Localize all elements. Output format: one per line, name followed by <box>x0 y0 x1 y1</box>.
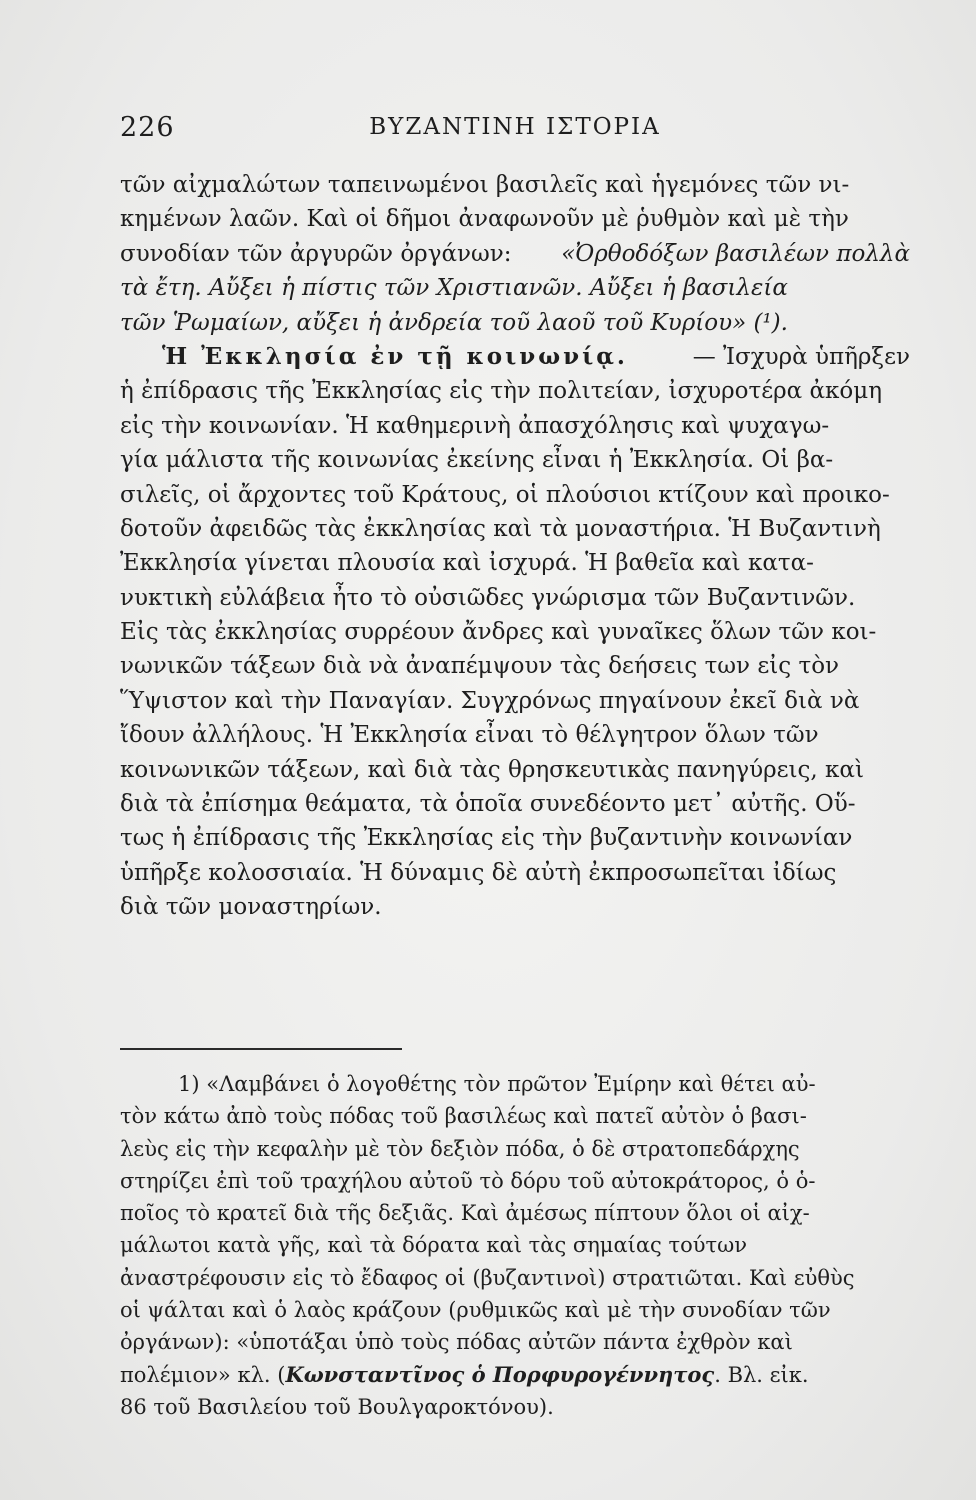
footnote-text: 1) «Λαμβάνει ὁ λογοθέτης τὸν πρῶτον Ἐμίρην καὶ θέτει αὐ- <box>178 1072 816 1096</box>
line-text: ὑπῆρξε κολοσσιαία. Ἡ δύναμις δὲ αὐτὴ ἐκπροσωπεῖται ἰδίως <box>120 859 837 886</box>
text-line <box>120 821 910 855</box>
section-heading: Ἡ Ἐκκλησία ἐν τῇ κοινωνίᾳ. <box>162 342 628 370</box>
text-line <box>120 409 910 443</box>
acclamation-quote: τὰ ἔτη. Αὔξει ἡ πίστις τῶν Χριστιανῶν. Αὔξει ἡ βασιλεία <box>120 275 788 302</box>
footnote-line <box>120 1100 910 1132</box>
text-line <box>120 340 910 374</box>
text-line <box>120 306 910 340</box>
line-text: εἰς τὴν κοινωνίαν. Ἡ καθημερινὴ ἀπασχόλησις καὶ ψυχαγω- <box>120 412 830 439</box>
line-text: τῶν αἰχμαλώτων ταπεινωμένοι βασιλεῖς καὶ ἡγεμόνες τῶν νι- <box>120 172 850 198</box>
line-text: διὰ τῶν μοναστηρίων. <box>120 894 382 921</box>
acclamation-quote: «Ὀρθοδόξων βασιλέων πολλὰ <box>561 240 910 267</box>
text-line <box>120 271 910 305</box>
running-title: ΒΥΖΑΝΤΙΝΗ ΙΣΤΟΡΙΑ <box>369 114 661 140</box>
footnote-text: ὀργάνων): «ὑποτάξαι ὑπὸ τοὺς πόδας αὐτῶν πάντα ἐχθρὸν καὶ <box>120 1330 793 1355</box>
footnote-text: λεὺς εἰς τὴν κεφαλὴν μὲ τὸν δεξιὸν πόδα, ὁ δὲ στρατοπεδάρχης <box>120 1136 800 1161</box>
line-text: τως ἡ ἐπίδρασις τῆς Ἐκκλησίας εἰς τὴν βυζαντινὴν κοινωνίαν <box>120 825 853 852</box>
footnote-line <box>120 1326 910 1358</box>
line-text: Ἐκκλησία γίνεται πλουσία καὶ ἰσχυρά. Ἡ βαθεῖα καὶ κατα- <box>120 550 814 577</box>
line-text: νωνικῶν τάξεων διὰ νὰ ἀναπέμψουν τὰς δεήσεις των εἰς τὸν <box>120 653 840 680</box>
footnote-text: οἱ ψάλται καὶ ὁ λαὸς κράζουν (ρυθμικῶς καὶ μὲ τὴν συνοδίαν τῶν <box>120 1298 831 1323</box>
line-text: διὰ τὰ ἐπίσημα θεάματα, τὰ ὁποῖα συνεδέοντο μετ᾽ αὐτῆς. Οὕ- <box>120 791 856 818</box>
text-line <box>120 753 910 787</box>
footnote-line <box>120 1133 910 1165</box>
text-line <box>120 237 910 271</box>
line-text: — Ἰσχυρὰ ὑπῆρξεν <box>692 343 910 370</box>
footnote-line <box>120 1391 910 1423</box>
footnote-text <box>120 1359 809 1391</box>
footnote-text: ἀναστρέφουσιν εἰς τὸ ἔδαφος οἱ (βυζαντινοὶ) στρατιῶται. Καὶ εὐθὺς <box>120 1265 855 1290</box>
text-line <box>120 202 910 236</box>
footnote-line <box>120 1229 910 1261</box>
acclamation-quote: τῶν Ῥωμαίων, αὔξει ἡ ἀνδρεία τοῦ λαοῦ τοῦ Κυρίου» (¹). <box>120 309 788 336</box>
footnote-text-part: . Βλ. εἰκ. <box>714 1362 809 1387</box>
footnote-line <box>120 1294 910 1326</box>
footnote-line <box>120 1068 910 1100</box>
author-name: Κωνσταντῖνος ὁ Πορφυρογέννητος <box>285 1361 715 1387</box>
text-line <box>120 443 910 477</box>
line-text: νυκτικὴ εὐλάβεια ἦτο τὸ οὐσιῶδες γνώρισμα τῶν Βυζαντινῶν. <box>120 584 856 611</box>
footnote <box>120 1068 910 1423</box>
text-line <box>120 787 910 821</box>
text-line <box>120 546 910 580</box>
footnote-text-part: πολέμιον» κλ. ( <box>120 1362 286 1387</box>
page-number: 226 <box>120 112 175 143</box>
page-header <box>120 112 910 152</box>
text-line <box>120 649 910 683</box>
line-text: ἴδουν ἀλλήλους. Ἡ Ἐκκλησία εἶναι τὸ θέλγητρον ὅλων τῶν <box>120 722 819 749</box>
text-line <box>120 718 910 752</box>
line-text: κημένων λαῶν. Καὶ οἱ δῆμοι ἀναφωνοῦν μὲ ῥυθμὸν καὶ μὲ τὴν <box>120 206 849 233</box>
line-text: δοτοῦν ἀφειδῶς τὰς ἐκκλησίας καὶ τὰ μοναστήρια. Ἡ Βυζαντινὴ <box>120 515 881 542</box>
text-line <box>120 890 910 924</box>
line-text: Εἰς τὰς ἐκκλησίας συρρέουν ἄνδρες καὶ γυναῖκες ὅλων τῶν κοι- <box>120 619 877 646</box>
line-text: κοινωνικῶν τάξεων, καὶ διὰ τὰς θρησκευτικὰς πανηγύρεις, καὶ <box>120 756 864 783</box>
footnote-text: τὸν κάτω ἀπὸ τοὺς πόδας τοῦ βασιλέως καὶ πατεῖ αὐτὸν ὁ βασι- <box>120 1104 807 1129</box>
footnote-text: 86 τοῦ Βασιλείου τοῦ Βουλγαροκτόνου). <box>120 1394 554 1419</box>
footnote-text: ποῖος τὸ κρατεῖ διὰ τῆς δεξιᾶς. Καὶ ἀμέσως πίπτουν ὅλοι οἱ αἰχ- <box>120 1201 810 1226</box>
text-line <box>120 168 910 202</box>
text-line <box>120 615 910 649</box>
line-text: συνοδίαν τῶν ἀργυρῶν ὀργάνων: <box>120 240 512 267</box>
line-text: σιλεῖς, οἱ ἄρχοντες τοῦ Κράτους, οἱ πλούσιοι κτίζουν καὶ προικο- <box>120 481 890 508</box>
footnote-text: στηρίζει ἐπὶ τοῦ τραχήλου αὐτοῦ τὸ δόρυ τοῦ αὐτοκράτορος, ὁ ὁ- <box>120 1168 816 1193</box>
text-line <box>120 478 910 512</box>
text-line <box>120 856 910 890</box>
text-line <box>120 581 910 615</box>
line-text: ἡ ἐπίδρασις τῆς Ἐκκλησίας εἰς τὴν πολιτείαν, ἰσχυροτέρα ἀκόμη <box>120 378 883 405</box>
line-text: Ὕψιστον καὶ τὴν Παναγίαν. Συγχρόνως πηγαίνουν ἐκεῖ διὰ νὰ <box>120 687 860 714</box>
footnote-line <box>120 1197 910 1229</box>
body-text <box>120 168 910 925</box>
text-line <box>120 684 910 718</box>
footnote-divider <box>120 1048 402 1050</box>
footnote-line <box>120 1165 910 1197</box>
text-line <box>120 374 910 408</box>
line-text: γία μάλιστα τῆς κοινωνίας ἐκείνης εἶναι ἡ Ἐκκλησία. Οἱ βα- <box>120 447 834 474</box>
text-line <box>120 512 910 546</box>
footnote-line <box>120 1359 910 1391</box>
footnote-line <box>120 1262 910 1294</box>
footnote-text: μάλωτοι κατὰ γῆς, καὶ τὰ δόρατα καὶ τὰς σημαίας τούτων <box>120 1233 748 1258</box>
